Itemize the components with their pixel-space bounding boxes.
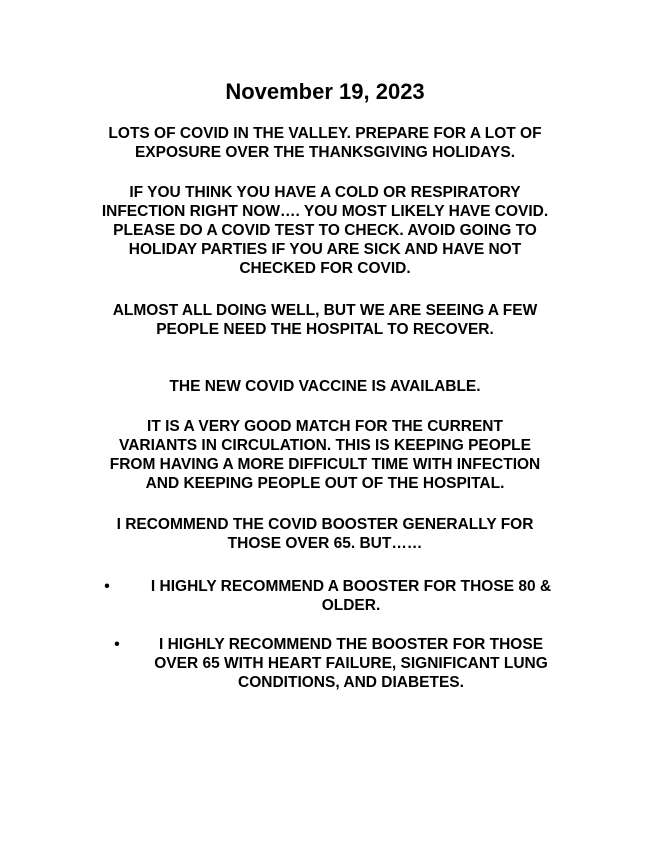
paragraph-hospital: ALMOST ALL DOING WELL, BUT WE ARE SEEING A FEW PEOPLE NEED THE HOSPITAL TO RECOVER. [112,302,538,338]
document-date-heading: November 19, 2023 [225,79,425,104]
paragraph-cold-symptoms: IF YOU THINK YOU HAVE A COLD OR RESPIRATORY INFECTION RIGHT NOW…. YOU MOST LIKELY HAVE COVID. PLEASE DO A COVID TEST TO CHECK. AVOID GOING TO HOLIDAY PARTIES IF YOU ARE SICK AND HAVE NOT CHECKED FOR COVID. [101,184,549,277]
bullet-icon: • [104,578,110,595]
paragraph-vaccine-available: THE NEW COVID VACCINE IS AVAILABLE. [169,378,481,395]
bullet-icon: • [114,636,120,653]
bullet-text: I HIGHLY RECOMMEND THE BOOSTER FOR THOSE OVER 65 WITH HEART FAILURE, SIGNIFICANT LUNG CONDITIONS, AND DIABETES. [154,636,548,691]
list-item [100,577,580,615]
bullet-text: I HIGHLY RECOMMEND A BOOSTER FOR THOSE 80 & OLDER. [150,578,552,614]
paragraph-covid-valley: LOTS OF COVID IN THE VALLEY. PREPARE FOR A LOT OF EXPOSURE OVER THE THANKSGIVING HOLIDAYS. [108,125,542,161]
paragraph-booster-recommendation: I RECOMMEND THE COVID BOOSTER GENERALLY FOR THOSE OVER 65. BUT…… [116,516,534,552]
paragraph-vaccine-match: IT IS A VERY GOOD MATCH FOR THE CURRENT VARIANTS IN CIRCULATION. THIS IS KEEPING PEOPLE FROM HAVING A MORE DIFFICULT TIME WITH INFECTION AND KEEPING PEOPLE OUT OF THE HOSPITAL. [109,418,541,492]
list-item [110,635,570,692]
